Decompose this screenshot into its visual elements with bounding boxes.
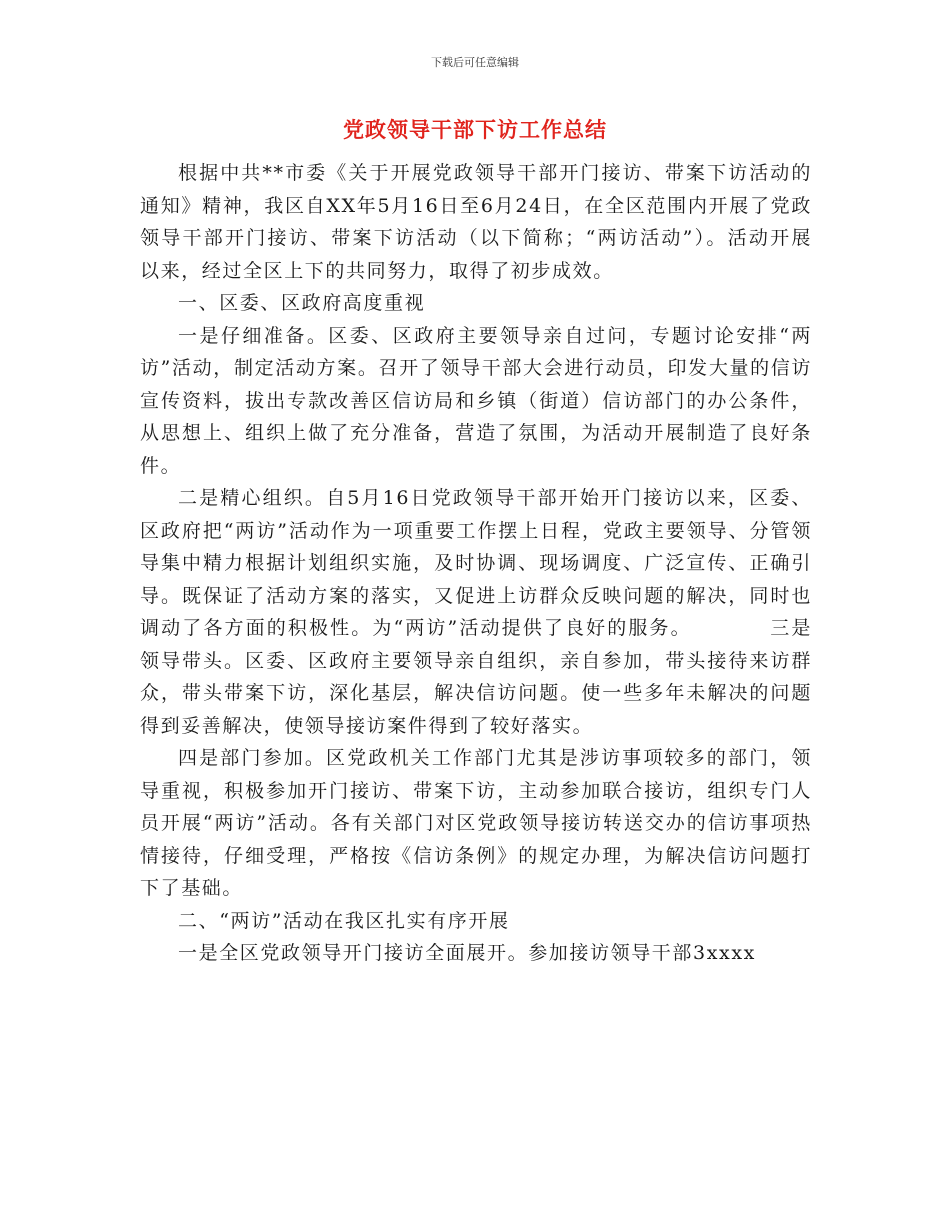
paragraph-departments: 四是部门参加。区党政机关工作部门尤其是涉访事项较多的部门，领导重视，积极参加开门接访、带案下访，主动参加联合接访，组织专门人员开展“两访”活动。各有关部门对区党政领导接访转送交办的信访事项热情接待，仔细受理，严格按《信访条例》的规定办理，为解决信访问题打下了基础。 <box>140 747 812 899</box>
paragraph-organization <box>140 482 812 742</box>
paragraph-reception: 一是全区党政领导开门接访全面展开。参加接访领导干部3xxxx <box>178 942 756 964</box>
paragraph-organization-text: 二是精心组织。自5月16日党政领导干部开始开门接访以来，区委、区政府把“两访”活动作为一项重要工作摆上日程，党政主要领导、分管领导集中精力根据计划组织实施，及时协调、现场调度、广泛宣传、正确引导。既保证了活动方案的落实，又促进上访群众反映问题的解决，同时也调动了各方面的积极性。为“两访”活动提供了良好的服务。 <box>140 487 812 639</box>
header-note: 下载后可任意编辑 <box>431 56 519 69</box>
paragraph-preparation: 一是仔细准备。区委、区政府主要领导亲自过问，专题讨论安排“两访”活动，制定活动方案。召开了领导干部大会进行动员，印发大量的信访宣传资料，拔出专款改善区信访局和乡镇（街道）信访部门的办公条件，从思想上、组织上做了充分准备，营造了氛围，为活动开展制造了良好条件。 <box>140 324 812 477</box>
section-heading-2: 二、“两访”活动在我区扎实有序开展 <box>178 909 510 932</box>
document-title: 党政领导干部下访工作总结 <box>343 118 607 142</box>
paragraph-leadership-text: 三是领导带头。区委、区政府主要领导亲自组织，亲自参加，带头接待来访群众，带头带案下访，深化基层，解决信访问题。使一些多年未解决的问题得到妥善解决，使领导接访案件得到了较好落实。 <box>140 617 812 737</box>
document-body <box>140 157 812 970</box>
section-heading-1: 一、区委、区政府高度重视 <box>178 292 426 314</box>
paragraph-intro: 根据中共**市委《关于开展党政领导干部开门接访、带案下访活动的通知》精神，我区自XX年5月16日至6月24日，在全区范围内开展了党政领导干部开门接访、带案下访活动（以下简称；“两访活动”）。活动开展以来，经过全区上下的共同努力，取得了初步成效。 <box>140 162 812 282</box>
